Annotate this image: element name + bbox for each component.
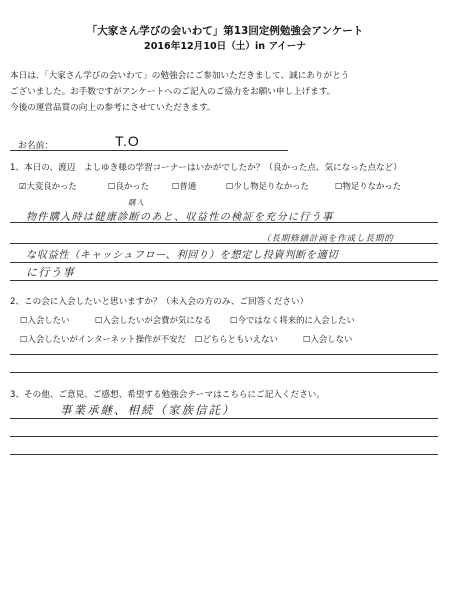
q1-text: 1、本日の、渡辺 よしゆき様の学習コーナーはいかがでしたか？（良かった点、気になった点など） [10, 163, 402, 173]
q2-option-not-join[interactable]: ☐入会しない [303, 334, 353, 344]
name-underline [10, 150, 288, 151]
q1-option-good[interactable]: ☐良かった [108, 181, 150, 191]
q1-answer-line-3 [10, 262, 438, 263]
q2-answer-line-1 [10, 354, 438, 355]
q3-handwritten-answer: 事業承継、相続（家族信託） [60, 403, 236, 417]
survey-title: 「大家さん学びの会いわて」第13回定例勉強会アンケート [86, 25, 364, 37]
q2-option-join-fee-concern[interactable]: ☐入会したいが会費が気になる [95, 315, 212, 325]
q2-text: 2、この会に入会したいと思いますか？（未入会の方のみ、ご回答ください） [10, 297, 309, 307]
q1-handwritten-line-3: な収益性（キャッシュフロー、利回り）を想定し投資判断を適切 [26, 250, 339, 261]
q1-handwritten-line-4: に行う事 [26, 266, 75, 279]
intro-line-3: 今後の運営品質の向上の参考にさせていただきます。 [10, 103, 216, 113]
q3-text: 3、その他、ご意見、ご感想、希望する勉強会テーマはこちらにご記入ください。 [10, 390, 325, 400]
q1-option-very-good[interactable]: ☑大変良かった [19, 181, 77, 191]
q2-option-join[interactable]: ☐入会したい [20, 315, 70, 325]
survey-date-venue: 2016年12月10日（土）in アイーナ [144, 41, 306, 52]
intro-line-1: 本日は、「大家さん学びの会いわて」の勉強会にご参加いただきまして、誠にありがとう [10, 71, 350, 81]
q1-answer-line-2 [10, 243, 438, 244]
q1-answer-line-4 [10, 280, 438, 281]
q3-answer-line-2 [10, 436, 438, 437]
q1-handwritten-insert: 購入 [128, 198, 145, 207]
q1-option-slightly-lacking[interactable]: ☐少し物足りなかった [226, 181, 309, 191]
q1-handwritten-line-1: 物件購入時は健康診断のあと、収益性の検証を充分に行う事 [26, 212, 334, 223]
q1-option-normal[interactable]: ☐普通 [172, 181, 197, 191]
q1-handwritten-line-2: （長期修繕計画を作成し長期的 [262, 234, 394, 244]
q1-answer-line-1 [10, 222, 438, 223]
q3-answer-line-1 [10, 418, 438, 419]
intro-line-2: ございました。お手数ですがアンケートへのご記入のご協力をお願い申し上げます。 [10, 87, 336, 97]
q2-answer-line-2 [10, 372, 438, 373]
q2-option-join-internet-concern[interactable]: ☐入会したいがインターネット操作が不安だ [20, 334, 186, 344]
name-label: お名前： [18, 141, 54, 151]
q2-option-join-later[interactable]: ☐今ではなく将来的に入会したい [230, 315, 355, 325]
q1-option-lacking[interactable]: ☐物足りなかった [335, 181, 402, 191]
q3-answer-line-3 [10, 454, 438, 455]
q2-option-undecided[interactable]: ☐どちらともいえない [195, 334, 278, 344]
name-value[interactable]: T.O [115, 133, 140, 149]
